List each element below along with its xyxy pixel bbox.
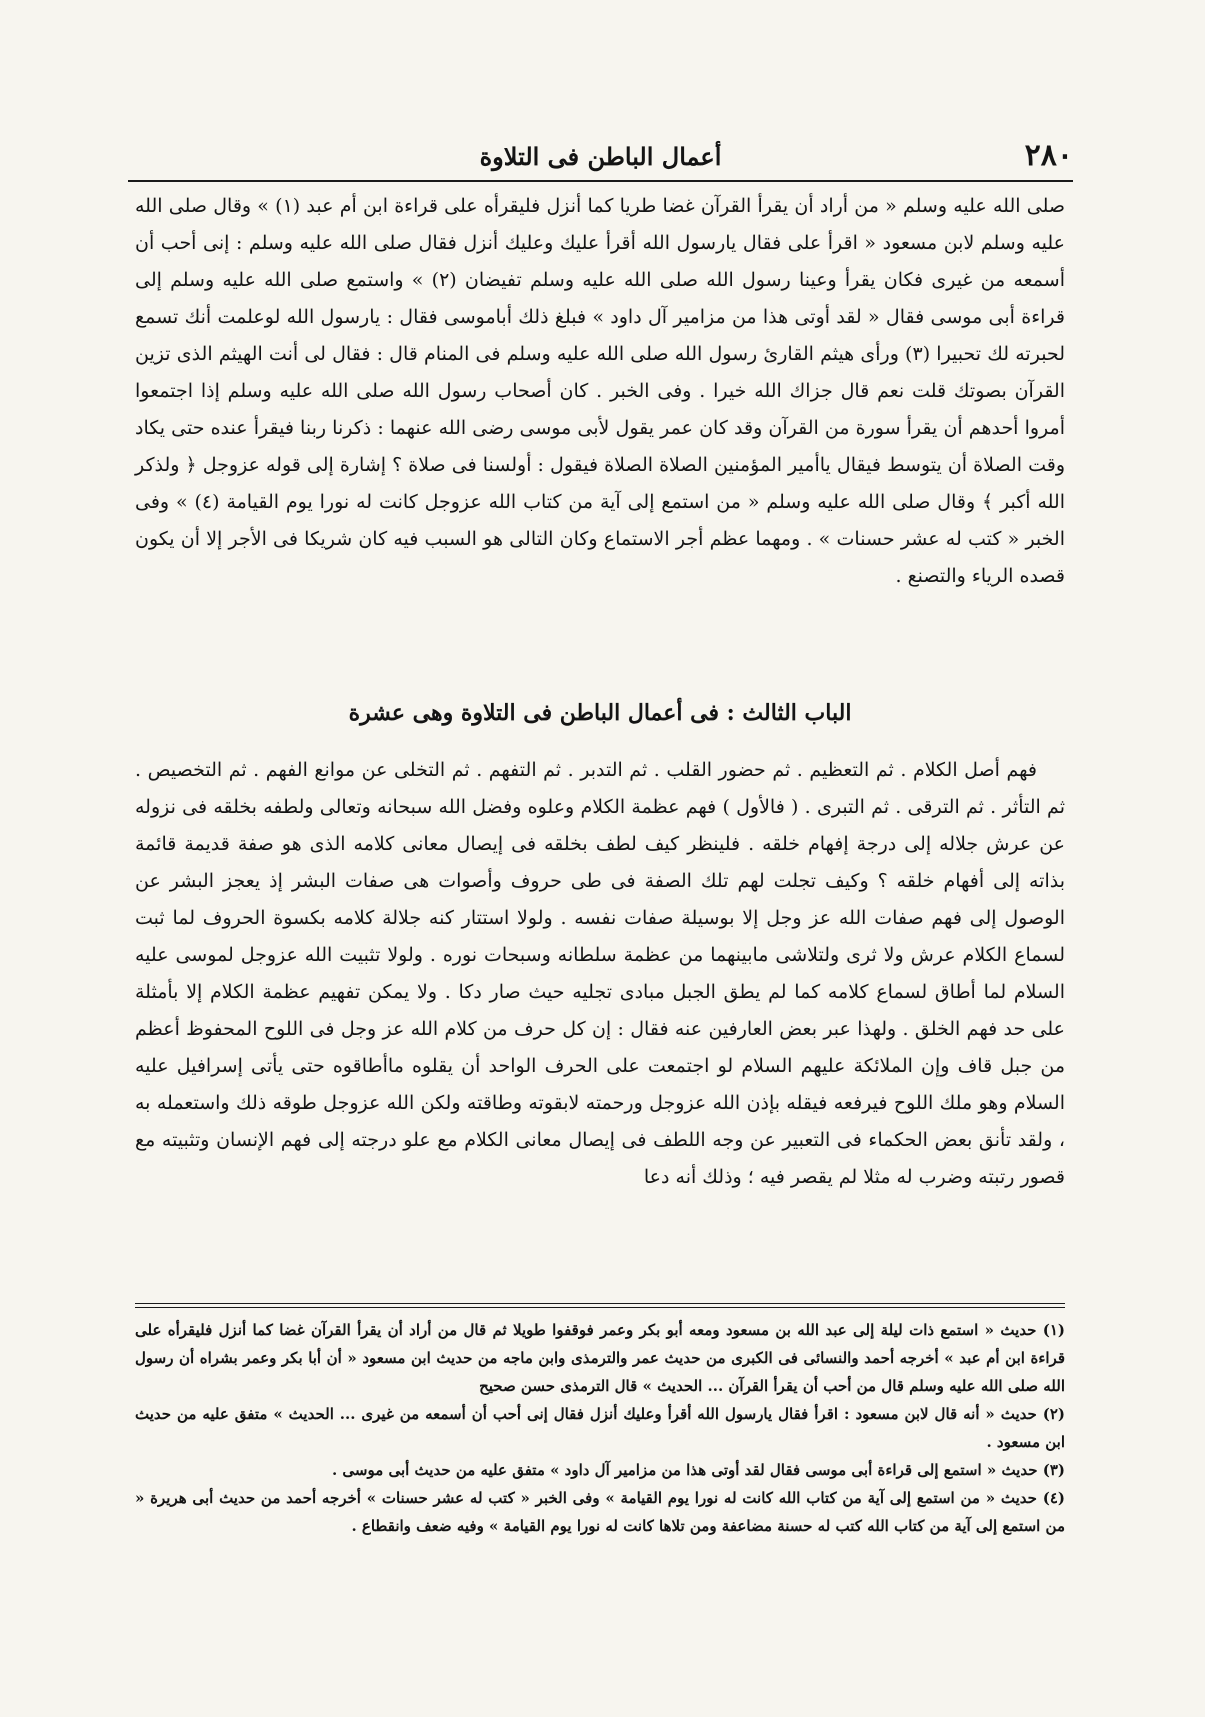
- footnotes: [135, 1316, 1065, 1540]
- footnote-1: (١) حديث « استمع ذات ليلة إلى عبد الله بن مسعود ومعه أبو بكر وعمر فوقفوا طويلا ثم قال من أراد أن يقرأ القرآن غضا كما أنزل فليقرأه على قراءة ابن أم عبد » أخرجه أحمد والنسائى فى الكبرى من حديث عمر والترمذى وابن ماجه من حديث ابن مسعود « أن أبا بكر وعمر بشراه أن رسول الله صلى الله عليه وسلم قال من أحب أن يقرأ القرآن ... الحديث » قال الترمذى حسن صحيح: [135, 1321, 1065, 1395]
- page-number: ٢٨٠: [1024, 138, 1073, 173]
- footnote-3: (٣) حديث « استمع إلى قراءة أبى موسى فقال لقد أوتى هذا من مزامير آل داود » متفق عليه من حديث أبى موسى .: [331, 1461, 1065, 1479]
- running-title: أعمال الباطن فى التلاوة: [479, 142, 722, 171]
- header-rule: [128, 180, 1073, 182]
- page-header: [128, 138, 1073, 178]
- footnote-2: (٢) حديث « أنه قال لابن مسعود : اقرأ فقال يارسول الله أقرأ وعليك أنزل فقال إنى أحب أن أسمعه من غيرى ... الحديث » متفق عليه من حديث ابن مسعود .: [135, 1405, 1065, 1451]
- footnote-rule: [135, 1303, 1065, 1308]
- footnote-4: (٤) حديث « من استمع إلى آية من كتاب الله كانت له نورا يوم القيامة » وفى الخبر « كتب له عشر حسنات » أخرجه أحمد من حديث أبى هريرة « من استمع إلى آية من كتاب الله كتب له حسنة مضاعفة ومن تلاها كانت له نورا يوم القيامة » وفيه ضعف وانقطاع .: [135, 1489, 1065, 1535]
- main-text-top: [135, 188, 1065, 595]
- main-text-bottom: [135, 752, 1065, 1196]
- paragraph-2: فهم أصل الكلام . ثم التعظيم . ثم حضور القلب . ثم التدبر . ثم التفهم . ثم التخلى عن موانع الفهم . ثم التخصيص . ثم التأثر . ثم الترقى . ثم التبرى . ( فالأول ) فهم عظمة الكلام وعلوه وفضل الله سبحانه وتعالى ولطفه بخلقه فى نزوله عن عرش جلاله إلى درجة إفهام خلقه . فلينظر كيف لطف بخلقه فى إيصال معانى كلامه الذى هو صفة قديمة قائمة بذاته إلى أفهام خلقه ؟ وكيف تجلت لهم تلك الصفة فى طى حروف وأصوات هى صفات البشر إذ يعجز البشر عن الوصول إلى فهم صفات الله عز وجل إلا بوسيلة صفات نفسه . ولولا استتار كنه جلالة كلامه بكسوة الحروف لما ثبت لسماع الكلام عرش ولا ثرى ولتلاشى مابينهما من عظمة سلطانه وسبحات نوره . ولولا تثبيت الله عزوجل لموسى عليه السلام لما أطاق لسماع كلامه كما لم يطق الجبل مبادى تجليه حيث صار دكا . ولا يمكن تفهيم عظمة الكلام إلا بأمثلة على حد فهم الخلق . ولهذا عبر بعض العارفين عنه فقال : إن كل حرف من كلام الله عز وجل فى اللوح المحفوظ أعظم من جبل قاف وإن الملائكة عليهم السلام لو اجتمعت على الحرف الواحد أن يقلوه ماأطاقوه حتى يأتى إسرافيل عليه السلام وهو ملك اللوح فيرفعه فيقله بإذن الله عزوجل ورحمته لابقوته وطاقته ولكن الله عزوجل طوقه ذلك واستعمله به ، ولقد تأنق بعض الحكماء فى التعبير عن وجه اللطف فى إيصال معانى الكلام مع علو درجته إلى فهم الإنسان وتثبيته مع قصور رتبته وضرب له مثلا لم يقصر فيه ؛ وذلك أنه دعا: [135, 759, 1065, 1188]
- paragraph-1: صلى الله عليه وسلم « من أراد أن يقرأ القرآن غضا طريا كما أنزل فليقرأه على قراءة ابن أم عبد (١) » وقال صلى الله عليه وسلم لابن مسعود « اقرأ على فقال يارسول الله أقرأ عليك وعليك أنزل فقال صلى الله عليه وسلم : إنى أحب أن أسمعه من غيرى فكان يقرأ وعينا رسول الله صلى الله عليه وسلم تفيضان (٢) » واستمع صلى الله عليه وسلم إلى قراءة أبى موسى فقال « لقد أوتى هذا من مزامير آل داود » فبلغ ذلك أباموسى فقال : يارسول الله لوعلمت أنك تسمع لحبرته لك تحبيرا (٣) ورأى هيثم القارئ رسول الله صلى الله عليه وسلم فى المنام قال : فقال لى أنت الهيثم الذى تزين القرآن بصوتك قلت نعم قال جزاك الله خيرا . وفى الخبر . كان أصحاب رسول الله صلى الله عليه وسلم إذا اجتمعوا أمروا أحدهم أن يقرأ سورة من القرآن وقد كان عمر يقول لأبى موسى رضى الله عنهما : ذكرنا ربنا فيقرأ عنده حتى يكاد وقت الصلاة أن يتوسط فيقال ياأمير المؤمنين الصلاة الصلاة فيقول : أولسنا فى صلاة ؟ إشارة إلى قوله عزوجل ﴿ ولذكر الله أكبر ﴾ وقال صلى الله عليه وسلم « من استمع إلى آية من كتاب الله عزوجل كانت له نورا يوم القيامة (٤) » وفى الخبر « كتب له عشر حسنات » . ومهما عظم أجر الاستماع وكان التالى هو السبب فيه كان شريكا فى الأجر إلا أن يكون قصده الرياء والتصنع .: [135, 195, 1066, 587]
- chapter-heading: الباب الثالث : فى أعمال الباطن فى التلاوة وهى عشرة: [348, 700, 852, 726]
